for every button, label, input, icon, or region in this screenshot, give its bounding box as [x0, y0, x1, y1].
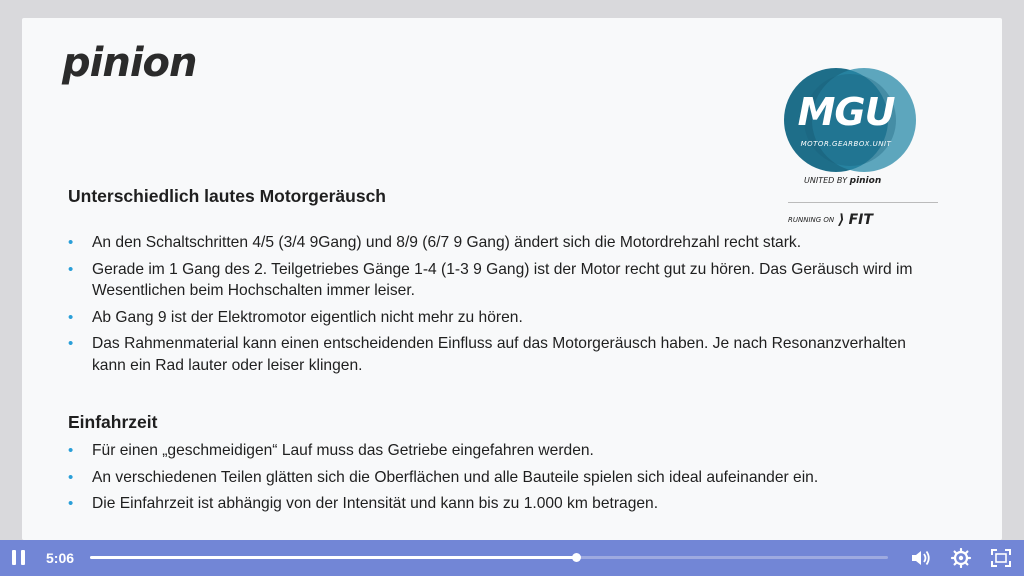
bullet-icon: • — [68, 308, 74, 326]
logo-divider — [788, 202, 938, 203]
bullet-icon: • — [68, 442, 74, 459]
seek-bar-progress — [90, 556, 577, 559]
bullet-text: Die Einfahrzeit ist abhängig von der Intensität und kann bis zu 1.000 km betragen. — [92, 495, 659, 512]
mgu-title: MGU — [797, 90, 895, 134]
bullet-text: Ab Gang 9 ist der Elektromotor eigentlich nicht mehr zu hören. — [92, 308, 523, 326]
running-on-text: RUNNING ON — [788, 216, 835, 224]
bullet-text: An verschiedenen Teilen glätten sich die Oberflächen und alle Bauteile spielen sich ideal aufeinander ein. — [92, 468, 819, 486]
united-by-label — [804, 176, 881, 186]
seek-bar[interactable] — [90, 556, 888, 559]
bullet-icon: • — [68, 335, 74, 352]
bullet-icon: • — [68, 234, 74, 251]
section-heading-motor-noise: Unterschiedlich lautes Motorgeräusch — [68, 186, 386, 206]
bullet-text: Gerade im 1 Gang des 2. Teilgetriebes Gänge 1-4 (1-3 9 Gang) ist der Motor recht gut zu hören. Das Geräusch wird im Wesentlichen beim Hochschalten immer leiser. — [92, 260, 913, 299]
running-on-fit — [788, 212, 873, 228]
mgu-subtitle: MOTOR.GEARBOX.UNIT — [800, 140, 892, 148]
fit-text: FIT — [848, 212, 873, 228]
list-item — [68, 493, 938, 515]
bullet-text: An den Schaltschritten 4/5 (3/4 9Gang) und 8/9 (6/7 9 Gang) ändert sich die Motordrehzahl recht stark. — [92, 234, 802, 251]
current-time: 5:06 — [46, 550, 75, 566]
video-controls-bar — [0, 540, 1024, 576]
bullet-icon: • — [68, 260, 74, 278]
fullscreen-icon[interactable] — [990, 548, 1012, 568]
bullet-text: Für einen „geschmeidigen“ Lauf muss das Getriebe eingefahren werden. — [92, 442, 594, 459]
section-heading-break-in: Einfahrzeit — [68, 412, 158, 432]
pause-icon[interactable] — [12, 550, 30, 566]
bullet-icon: • — [68, 495, 74, 512]
mgu-logo — [770, 64, 930, 224]
settings-icon[interactable] — [950, 548, 972, 568]
fit-chevron-icon: ⟩ — [838, 212, 845, 228]
bullet-list-motor-noise — [68, 232, 938, 381]
list-item — [68, 333, 938, 376]
volume-icon[interactable] — [910, 548, 932, 568]
bullet-icon: • — [68, 468, 74, 486]
list-item — [68, 440, 938, 462]
list-item — [68, 307, 938, 329]
united-by-brand: pinion — [849, 176, 882, 186]
united-by-text: UNITED BY — [804, 176, 848, 185]
list-item — [68, 232, 938, 254]
seek-handle[interactable] — [572, 553, 581, 562]
slide — [22, 18, 1002, 540]
pinion-logo: pinion — [62, 40, 197, 86]
bullet-text: Das Rahmenmaterial kann einen entscheidenden Einfluss auf das Motorgeräusch haben. Je nach Resonanzverhalten kann ein Rad lauter oder leiser klingen. — [92, 335, 906, 374]
list-item — [68, 467, 938, 489]
list-item — [68, 259, 938, 302]
bullet-list-break-in — [68, 440, 938, 520]
